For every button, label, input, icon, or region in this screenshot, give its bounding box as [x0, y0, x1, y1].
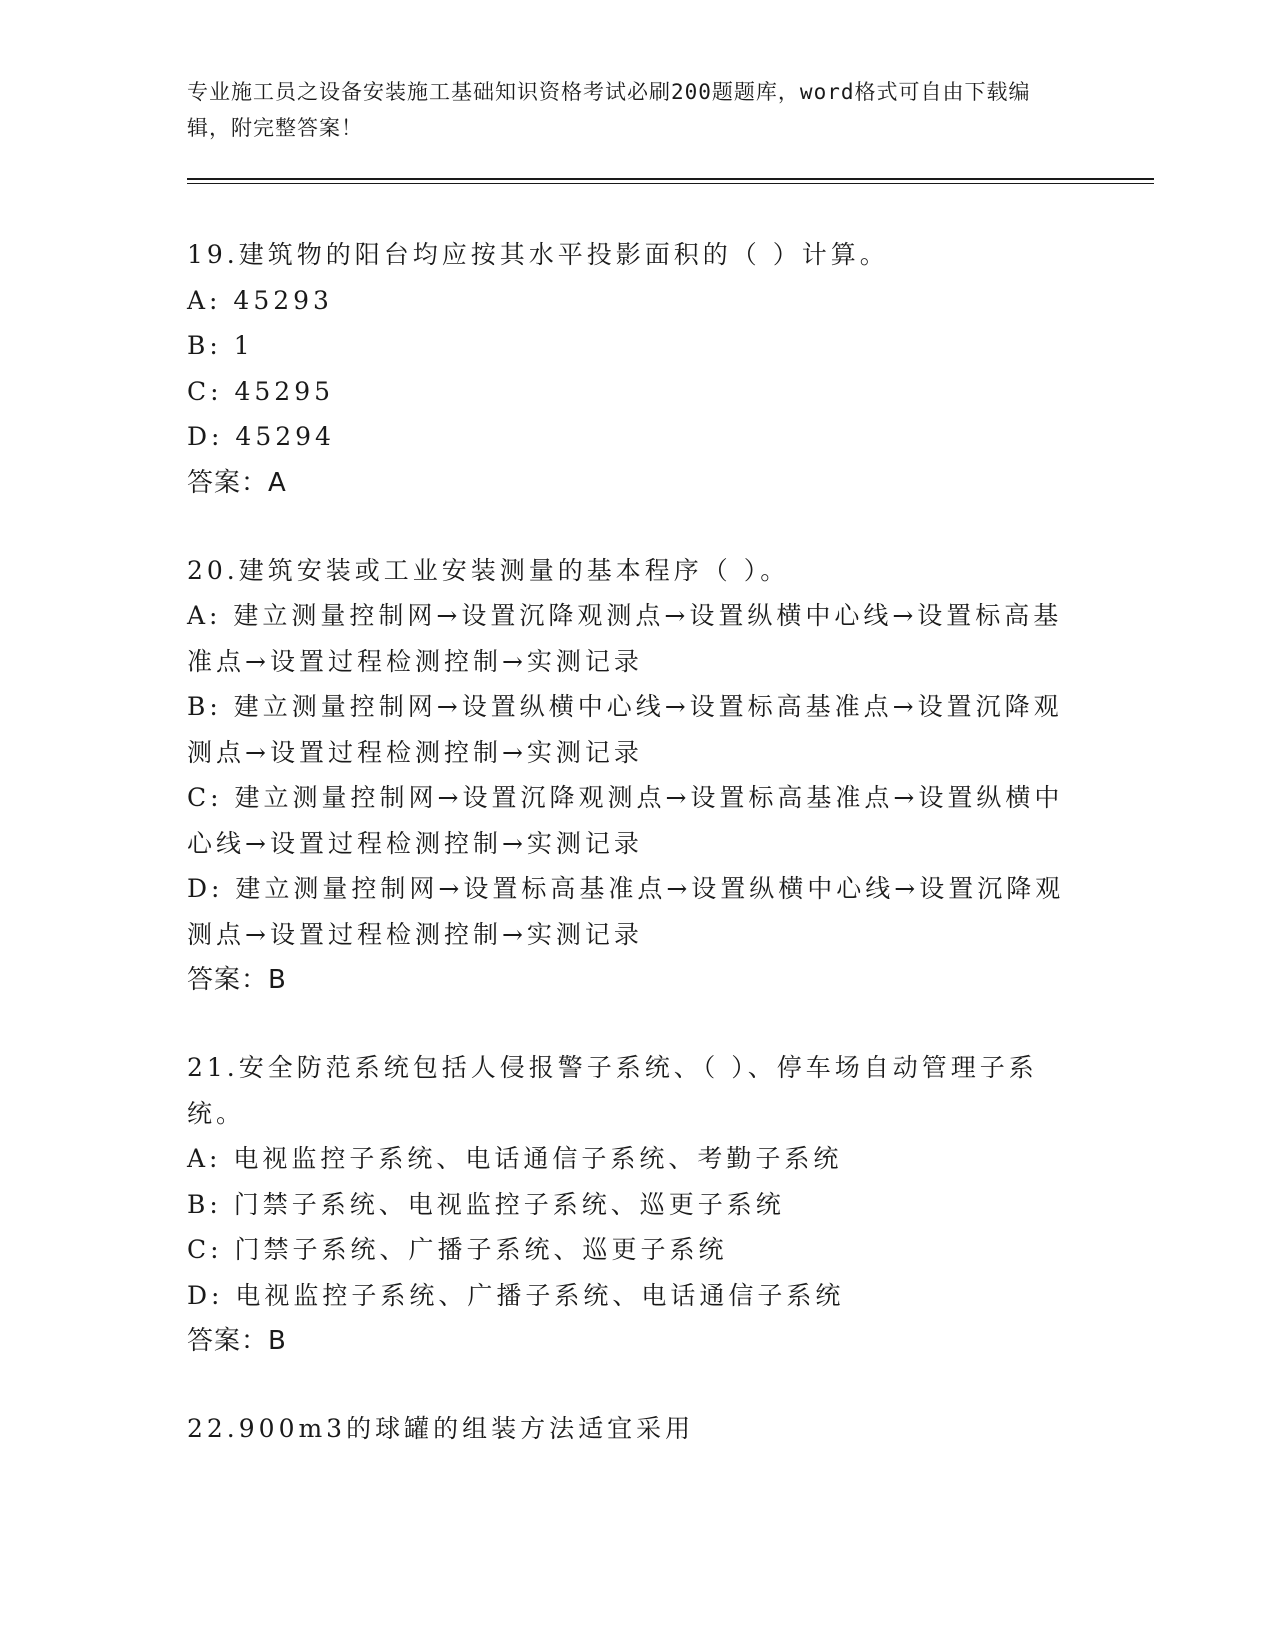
option-c: C: 建立测量控制网→设置沉降观测点→设置标高基准点→设置纵横中心线→设置过程检测控制→实测记录 [187, 783, 1064, 858]
option-d: D: 电视监控子系统、广播子系统、电话通信子系统 [187, 1280, 845, 1310]
answer-text: 答案：B [187, 965, 287, 995]
option-c: C: 门禁子系统、广播子系统、巡更子系统 [187, 1235, 728, 1264]
question-20 [187, 548, 1077, 1004]
option-a: A: 建立测量控制网→设置沉降观测点→设置纵横中心线→设置标高基准点→设置过程检测控制→实测记录 [187, 601, 1063, 676]
option-b: B: 建立测量控制网→设置纵横中心线→设置标高基准点→设置沉降观测点→设置过程检测控制→实测记录 [187, 692, 1063, 767]
header-divider-thin [187, 183, 1154, 184]
question-21 [187, 1045, 1077, 1364]
option-b: B: 门禁子系统、电视监控子系统、巡更子系统 [187, 1189, 785, 1219]
question-list [187, 232, 1077, 1494]
question-stem: 20.建筑安装或工业安装测量的基本程序（ ）。 [187, 555, 790, 585]
option-a: A: 45293 [187, 285, 333, 315]
option-d: D: 45294 [187, 422, 335, 451]
question-stem: 21.安全防范系统包括人侵报警子系统、（ ）、停车场自动管理子系统。 [187, 1053, 1038, 1128]
option-a: A: 电视监控子系统、电话通信子系统、考勤子系统 [187, 1144, 843, 1173]
option-d: D: 建立测量控制网→设置标高基准点→设置纵横中心线→设置沉降观测点→设置过程检测控制→实测记录 [187, 874, 1065, 949]
answer-text: 答案：A [187, 467, 287, 498]
answer-text: 答案：B [187, 1326, 287, 1356]
question-stem: 22.900m3的球罐的组装方法适宜采用 [187, 1414, 695, 1443]
question-stem: 19.建筑物的阳台均应按其水平投影面积的（ ）计算。 [187, 240, 889, 269]
header-divider-thick [187, 178, 1154, 180]
question-22 [187, 1406, 1077, 1452]
option-b: B: 1 [187, 331, 254, 360]
option-c: C: 45295 [187, 376, 335, 406]
document-header: 专业施工员之设备安装施工基础知识资格考试必刷200题题库，word格式可自由下载编辑，附完整答案！ [187, 80, 1031, 140]
question-19 [187, 232, 1077, 506]
